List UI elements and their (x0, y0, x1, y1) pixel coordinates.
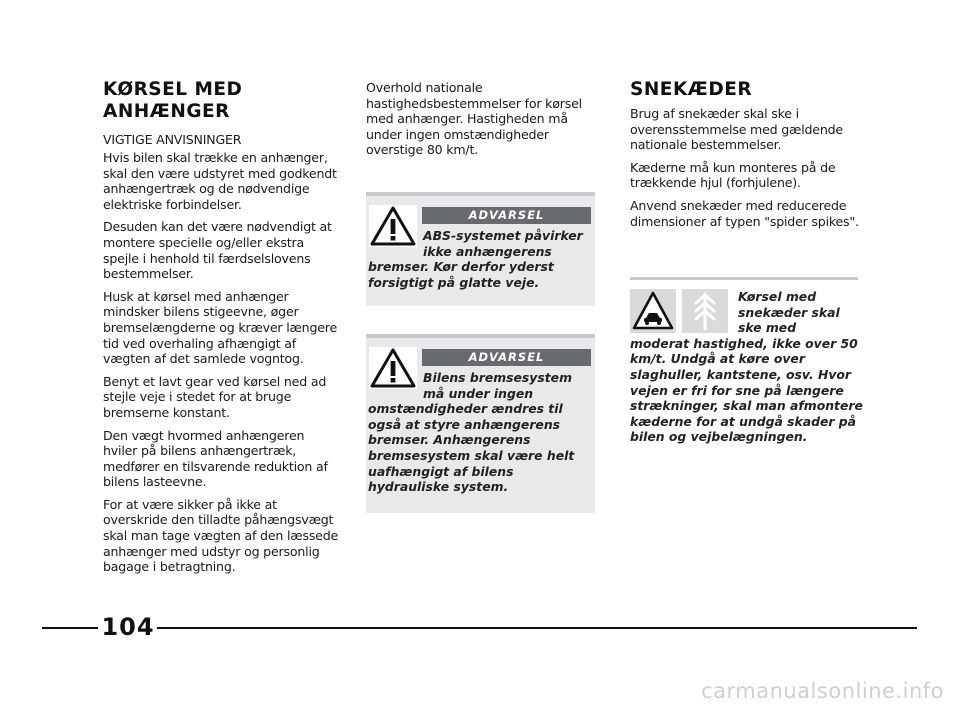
paragraph: Anvend snekæder med reducerede dimensioner af typen "spider spikes". (630, 197, 859, 229)
paragraph: Benyt et lavt gear ved kørsel ned ad stejle veje i stedet for at bruge bremserne konstant. (103, 373, 327, 420)
heading-line-1: KØRSEL MED (103, 79, 243, 100)
page-rule-right (157, 627, 917, 629)
speed-limit-paragraph: Overhold nationale hastighedsbestemmelser for kørsel med anhænger. Hastigheden må under ingen omstændigheder overstige 80 km/t. (366, 80, 582, 158)
left-body (103, 150, 339, 582)
paragraph: For at være sikker på ikke at overskride den tilladte påhængsvægt skal man tage vægten af den læssede anhænger med udstyr og personlig bagage i betragtning. (103, 496, 339, 575)
heading-line-2: ANHÆNGER (103, 101, 230, 122)
section-heading-trailer (103, 79, 339, 123)
paragraph: Husk at kørsel med anhænger mindsker bilens stigeevne, øger bremselængderne og kræver længere tid ved overhaling afhængigt af vægten af det samlede vogntog. (103, 288, 338, 367)
page-rule-left (42, 627, 98, 629)
paragraph: Den vægt hvormed anhængeren hviler på bilens anhængertræk, medfører en tilsvarende reduktion af bilens lasteevne. (103, 427, 328, 490)
watermark: carmanualsonline.info (701, 679, 944, 703)
warning-text-lead: ABS-systemet påvirker ikke anhængerens (423, 228, 583, 259)
page-number: 104 (101, 613, 155, 641)
subheading: VIGTIGE ANVISNINGER (103, 132, 242, 147)
warning-label: ADVARSEL (422, 207, 591, 224)
right-body (630, 106, 865, 236)
warning-box-brakes (366, 334, 595, 513)
notice-text-rest: moderat hastighed, ikke over 50 km/t. Undgå at køre over slaghuller, kantstene, osv. Hvor vejen er fri for sne på længere strækninger, skal man afmontere kæderne for at undgå skader på bilen og vejbelægningen. (630, 335, 863, 445)
notice-text-lead: Kørsel med snekæder skal ske med (738, 289, 840, 336)
paragraph: Brug af snekæder skal ske i overensstemmelse med gældende nationale bestemmelser. (630, 106, 843, 153)
warning-text (368, 228, 590, 290)
snow-chain-notice (630, 277, 863, 445)
warning-text-rest: bremser. Kør derfor yderst forsigtigt på glatte veje. (368, 259, 554, 290)
notice-text (630, 289, 866, 445)
warning-label: ADVARSEL (422, 349, 591, 366)
section-heading-snow-chains: SNEKÆDER (630, 79, 753, 100)
warning-text (368, 370, 590, 495)
paragraph: Hvis bilen skal trække en anhænger, skal den være udstyret med godkendt anhængertræk og de nødvendige elektriske forbindelser. (103, 150, 337, 212)
paragraph: Kæderne må kun monteres på de trækkende hjul (forhjulene). (630, 159, 836, 191)
warning-text-lead: Bilens bremsesystem må under ingen (423, 370, 572, 401)
warning-box-abs (366, 192, 595, 306)
paragraph: Desuden kan det være nødvendigt at montere specielle og/eller ekstra spejle i henhold til færdselslovens bestemmelser. (103, 219, 332, 282)
warning-text-rest: omstændigheder ændres til også at styre anhængerens bremser. Anhængerens bremsesystem skal være helt uafhængigt af bilens hydrauliske system. (368, 401, 575, 495)
